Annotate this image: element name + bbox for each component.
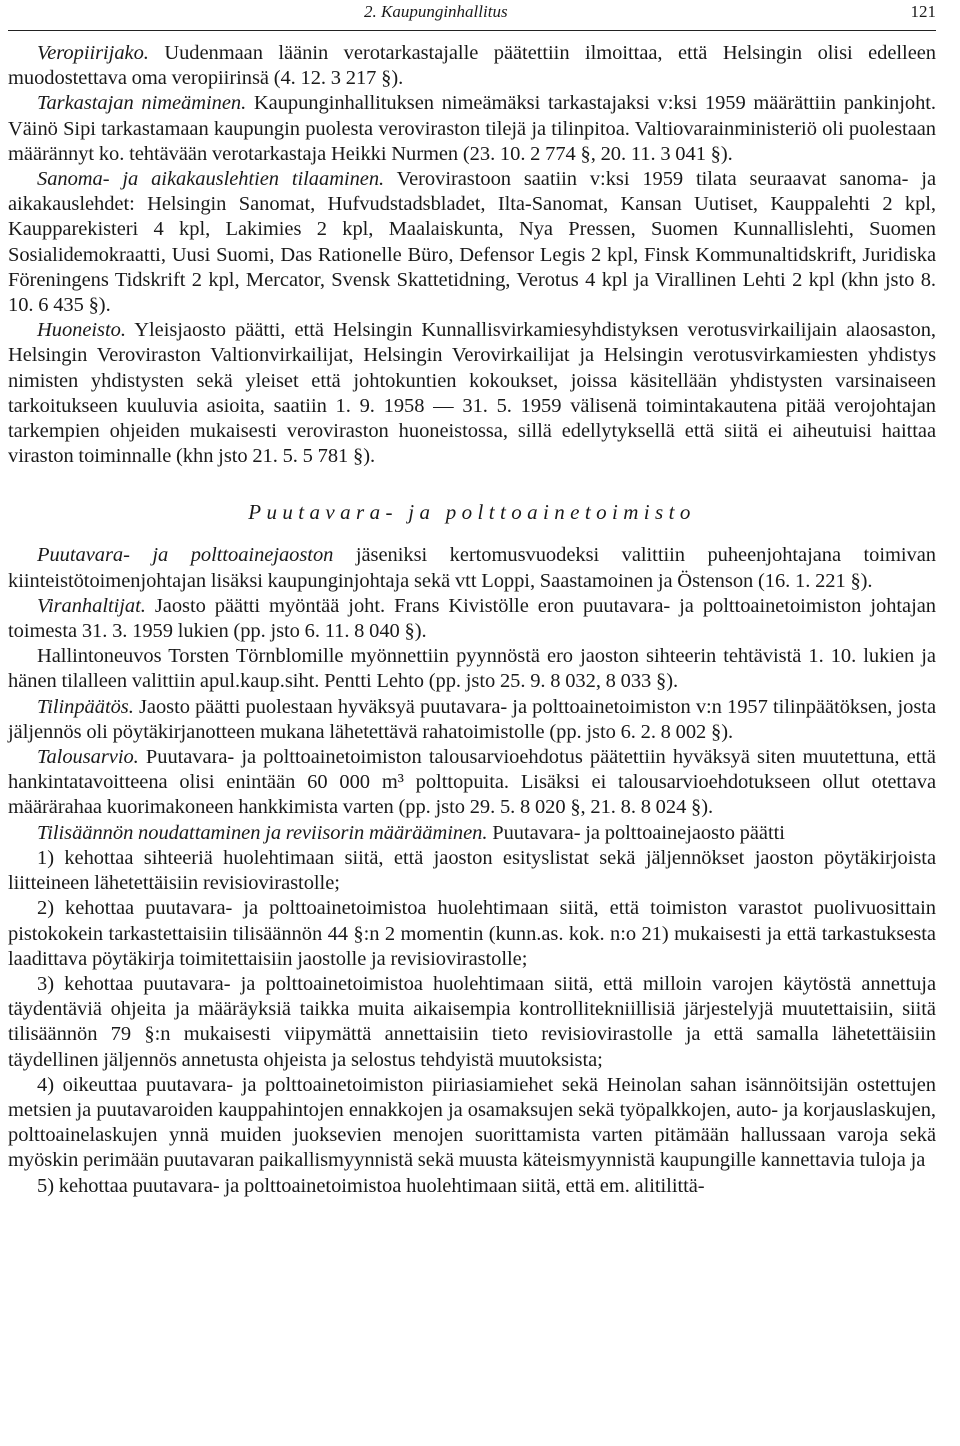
list-item: 4) oikeuttaa puutavara- ja polttoainetoimiston piiriasiamiehet sekä Heinolan sahan isännöitsijän ostettujen metsien ja puutavaroiden kauppahintojen ennakkojen ja osamaksujen sekä työpalkkojen, auto- ja korjauslaskujen, polttoainelaskujen ynnä muiden juoksevien menojen suorittamista varten pitämään hallussaan varoja sekä myöskin perimään puutavaran paikallismyynnistä sekä muusta käteismyynnistä kaupungille kannettavia tuloja ja — [8, 1073, 936, 1172]
paragraph-text: jäseniksi kertomusvuodeksi valittiin puheenjohtajana toimivan kiinteistötoimenjohtajan lisäksi kaupunginjohtaja sekä vtt Loppi, Saastamoinen ja Östenson (16. 1. 221 §). — [8, 544, 936, 592]
page-number: 121 — [910, 2, 936, 21]
paragraph-lead: Viranhaltijat. — [37, 594, 146, 617]
paragraph-text: Puutavara- ja polttoainejaosto päätti — [487, 821, 785, 844]
document-page — [8, 0, 936, 1199]
paragraph-veropiirijako — [8, 41, 936, 91]
paragraph-tarkastajan-nimeaminen — [8, 91, 936, 167]
paragraph-talousarvio — [8, 745, 936, 821]
paragraph-sihteeri — [8, 644, 936, 694]
paragraph-lehtien-tilaaminen — [8, 167, 936, 318]
paragraph-text: Jaosto päätti myöntää joht. Frans Kivistölle eron puutavara- ja polttoainetoimiston johtajan toimesta 31. 3. 1959 lukien (pp. jsto 6. 11. 8 040 §). — [8, 594, 936, 643]
running-header — [8, 0, 936, 31]
paragraph-lead: Talousarvio. — [37, 746, 139, 769]
list-item: 5) kehottaa puutavara- ja polttoainetoimistoa huolehtimaan siitä, että em. alitilittä- — [37, 1174, 705, 1197]
section-title: Puutavara- ja polttoainetoimisto — [248, 500, 696, 525]
paragraph-lead: Sanoma- ja aikakauslehtien tilaaminen. — [37, 168, 385, 191]
paragraph-lead: Tilisäännön noudattaminen ja reviisorin määrääminen. — [37, 821, 488, 844]
paragraph-text: Jaosto päätti puolestaan hyväksyä puutavara- ja polttoainetoimiston v:n 1957 tilinpäätöksen, josta jäljennös oli pöytäkirjanotteen mukana lähetettävä rahatoimistolle (pp. jsto 6. 2. 8 002 §). — [8, 695, 936, 743]
paragraph-text: Puutavara- ja polttoainetoimiston talousarvioehdotus päätettiin hyväksyä siten muutettuna, että hankintatavoitteena olisi enintään 60 000 m³ polttopuita. Lisäksi ei talousarvioehdotukseen ollut otettava määrärahaa kuorimakoneen hankkimista varten (pp. jsto 29. 5. 8 020 §, 21. 8. 8 024 §). — [8, 746, 936, 819]
paragraph-huoneisto — [8, 318, 936, 469]
paragraph-viranhaltijat — [8, 594, 936, 644]
page-body — [8, 41, 936, 1199]
paragraph-lead: Tarkastajan nimeäminen. — [37, 92, 247, 115]
paragraph-text: Hallintoneuvos Torsten Törnblomille myönnettiin pyynnöstä ero jaoston sihteerin tehtävistä 1. 10. lukien ja hänen tilalleen valittiin apul.kaup.siht. Pentti Lehto (pp. jsto 25. 9. 8 032, 8 033 §). — [8, 645, 936, 693]
paragraph-lead: Huoneisto. — [37, 319, 126, 342]
list-item: 2) kehottaa puutavara- ja polttoainetoimistoa huolehtimaan siitä, että toimiston varastot puolivuosittain pistokokein tarkastettaisiin tilisäännön 44 §:n 2 momentin (kunn.as. kok. n:o 21) mukaisesti ja että tarkastuksesta laadittava pöytäkirja toimitettaisiin jaostolle ja revisiovirastolle; — [8, 897, 936, 970]
paragraph-lead: Tilinpäätös. — [37, 695, 134, 718]
paragraph-text: Yleisjaosto päätti, että Helsingin Kunnallisvirkamiesyhdistyksen verotusvirkailijain alaosaston, Helsingin Veroviraston Valtionvirkailijat, Helsingin Verovirkailijat ja Helsingin verotusvirkamiesten yhdistys nimisten yhdistysten sekä yleiset että johtokuntien kokoukset, joissa käsitellään yhdistysten varsinaiseen tarkoitukseen kuuluvia asioita, saatiin 1. 9. 1958 — 31. 5. 1959 välisenä toimintakautena pitää verojohtajan tarkempien ohjeiden mukaisesti veroviraston huoneistossa, sillä edellytyksellä että siitä ei aiheutuisi haittaa viraston toiminnalle (khn jsto 21. 5. 5 781 §). — [8, 319, 936, 468]
paragraph-jaoston-jasenet — [8, 543, 936, 593]
paragraph-text: Uudenmaan läänin verotarkastajalle päätettiin ilmoittaa, että Helsingin olisi edelleen muodostettava oma veropiirinsä (4. 12. 3 217 §). — [8, 42, 936, 90]
paragraph-text: Verovirastoon saatiin v:ksi 1959 tilata seuraavat sanoma- ja aikakauslehdet: Helsingin Sanomat, Hufvudstadsbladet, Ilta-Sanomat, Kansan Uutiset, Kauppalehti 2 kpl, Kaupparekisteri 4 kpl, Lakimies 2 kpl, Maalaiskunta, Nya Pressen, Suomen Kunnallislehti, Suomen Sosialidemokraatti, Uusi Suomi, Das Rationelle Büro, Defensor Legis 2 kpl, Finsk Kommunaltidskrift, Juridiska Föreningens Tidskrift 2 kpl, Mercator, Svensk Skattetidning, Verotus 4 kpl ja Virallinen Lehti 2 kpl (khn jsto 8. 10. 6 435 §). — [8, 168, 936, 317]
paragraph-tilisaanto — [8, 821, 936, 846]
paragraph-lead: Puutavara- ja polttoainejaoston — [37, 544, 334, 567]
paragraph-text: Kaupunginhallituksen nimeämäksi tarkastajaksi v:ksi 1959 määrättiin pankinjoht. Väinö Sipi tarkastamaan kaupungin puolesta veroviraston tilejä ja tilinpitoa. Valtiovarainministeriö oli puolestaan määrännyt ko. tehtävään verotarkastaja Heikki Nurmen (23. 10. 2 774 §, 20. 11. 3 041 §). — [8, 92, 936, 165]
running-header-section: 2. Kaupunginhallitus — [364, 2, 508, 21]
list-item: 1) kehottaa sihteeriä huolehtimaan siitä, että jaoston esityslistat sekä jäljennökset jaoston pöytäkirjoista liitteineen lähetettäisiin revisiovirastolle; — [8, 846, 936, 895]
paragraph-tilinpaatos — [8, 695, 936, 745]
list-item: 3) kehottaa puutavara- ja polttoainetoimistoa huolehtimaan siitä, että milloin varojen käytöstä annettuja täydentäviä ohjeita ja määräyksiä taikka muita aikaisempia kontrollitekniillisiä järjestelyjä muutettaisiin, siitä tilisäännön 79 §:n mukaisesti viipymättä annettaisiin tieto revisiovirastolle ja että samalla lähetettäisiin täydellinen jäljennös annetusta ohjeista ja selostus tehdyistä muutoksista; — [8, 972, 936, 1071]
paragraph-lead: Veropiirijako. — [37, 42, 149, 64]
